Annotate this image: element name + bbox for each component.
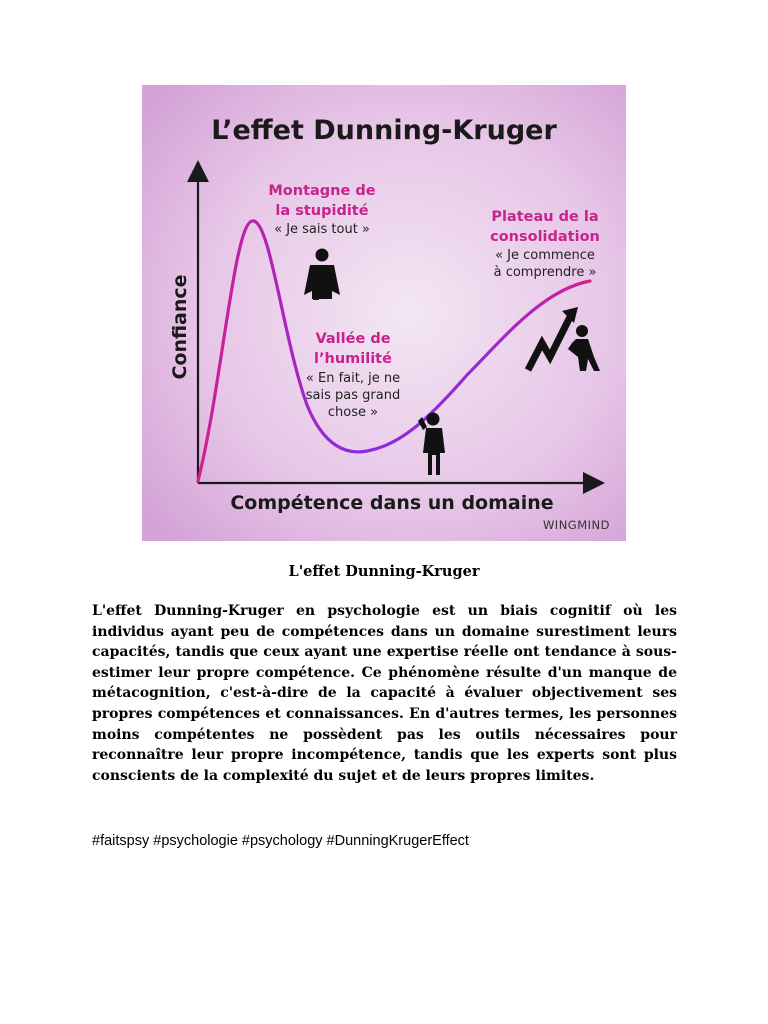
plateau-quote-line1: « Je commence [495,248,595,263]
valley-quote-line1: « En fait, je ne [305,371,401,386]
figure-background [142,85,626,541]
brand-label: WINGMIND [542,518,610,532]
figure-caption: L'effet Dunning-Kruger [288,563,480,580]
peak-quote: « Je sais tout » [274,222,370,237]
plateau-quote-line2: à comprendre » [493,265,597,280]
plateau-heading-line2: consolidation [490,229,600,245]
figure-title: L’effet Dunning-Kruger [211,115,557,146]
valley-quote-line2: sais pas grand [305,388,401,403]
plateau-heading-line1: Plateau de la [491,209,599,225]
hashtags: #faitspsy #psychologie #psychology #DunningKrugerEffect [92,833,469,849]
dunning-kruger-figure [142,85,626,541]
peak-heading-line1: Montagne de [268,183,376,199]
valley-heading-line2: l’humilité [314,351,392,367]
body-paragraph: L'effet Dunning-Kruger en psychologie est un biais cognitif où les individus ayant peu de compétences dans un domaine surestiment leurs capacités, tandis que ceux ayant une expertise réelle ont tendance à sous-estimer leur propre compétence. Ce phénomène résulte d'un manque de métacognition, c'est-à-dire de la capacité à évaluer objectivement ses propres compétences et connaissances. En d'autres termes, les personnes moins compétentes ne possèdent pas les outils nécessaires pour reconnaître leur propre incompétence, tandis que les experts sont plus conscients de la complexité du sujet et de leurs propres limites. [92,603,677,784]
valley-heading-line1: Vallée de [315,331,391,347]
valley-quote-line3: chose » [327,405,379,420]
y-axis-label: Confiance [169,274,191,380]
peak-heading-line2: la stupidité [275,203,369,219]
x-axis-label: Compétence dans un domaine [230,492,554,514]
